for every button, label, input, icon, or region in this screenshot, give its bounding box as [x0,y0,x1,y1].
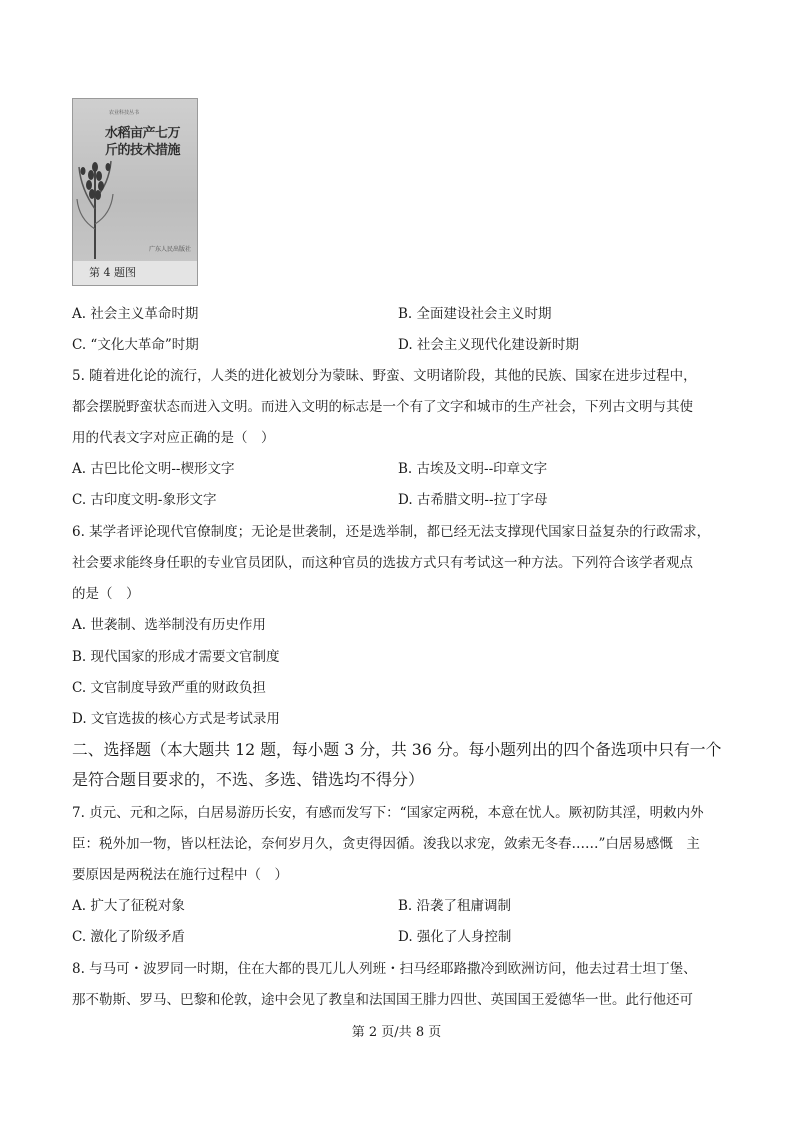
q6-option-d: D. 文官选拔的核心方式是考试录用 [72,711,280,727]
page-number-footer: 第 2 页/共 8 页 [351,1025,442,1040]
q4-option-b: B. 全面建设社会主义时期 [398,306,552,322]
q4-option-a: A. 社会主义革命时期 [72,306,199,322]
q5-stem-line-2: 都会摆脱野蛮状态而进入文明。而进入文明的标志是一个有了文字和城市的生产社会，下列古文明与其使 [72,399,693,415]
question-4-figure [72,98,198,286]
q8-stem-line-2: 那不勒斯、罗马、巴黎和伦敦，途中会见了教皇和法国国王腓力四世、英国国王爱德华一世。此行他还可 [72,992,693,1008]
q5-stem-line-1: 5. 随着进化论的流行，人类的进化被划分为蒙昧、野蛮、文明诸阶段，其他的民族、国家在进步过程中， [72,368,697,384]
q6-option-c: C. 文官制度导致严重的财政负担 [72,680,266,696]
q7-option-b: B. 沿袭了租庸调制 [398,898,512,914]
q7-stem-line-2: 臣：税外加一物，皆以枉法论，奈何岁月久，贪吏得因循。浚我以求宠，敛索无冬春……”白居易感慨 主 [72,836,700,852]
q7-option-d: D. 强化了人身控制 [398,929,512,945]
q5-stem-line-3: 用的代表文字对应正确的是（ ） [72,430,275,446]
q6-option-b: B. 现代国家的形成才需要文官制度 [72,649,280,665]
figure-series-text: 农业科技丛书 [109,110,140,116]
section-2-heading-line-2: 是符合题目要求的，不选、多选、错选均不得分） [72,770,425,789]
q7-stem-line-1: 7. 贞元、元和之际，白居易游历长安，有感而发写下：“国家定两税，本意在忧人。厥初防其淫，明敕内外 [72,805,704,821]
q5-option-c: C. 古印度文明-象形文字 [72,492,217,508]
q7-option-c: C. 激化了阶级矛盾 [72,929,185,945]
q8-stem-line-1: 8. 与马可・波罗同一时期，住在大都的畏兀儿人列班・扫马经耶路撒冷到欧洲访问，他去过君士坦丁堡、 [72,961,697,977]
rice-plant-illustration [75,149,115,259]
q6-stem-line-2: 社会要求能终身任职的专业官员团队，而这种官员的选拔方式只有考试这一种方法。下列符合该学者观点 [72,555,693,571]
q5-option-b: B. 古埃及文明--印章文字 [398,461,548,477]
q7-stem-line-3: 要原因是两税法在施行过程中（ ） [72,867,288,883]
q6-option-a: A. 世袭制、选举制没有历史作用 [72,617,266,633]
q4-option-d: D. 社会主义现代化建设新时期 [398,337,579,353]
q5-option-d: D. 古希腊文明--拉丁字母 [398,492,548,508]
figure-publisher: 广东人民出版社 [148,246,191,253]
q5-option-a: A. 古巴比伦文明--楔形文字 [72,461,235,477]
figure-book-title: 水稻亩产七万斤的技术措施 [105,126,181,158]
section-2-heading-line-1: 二、选择题（本大题共 12 题，每小题 3 分，共 36 分。每小题列出的四个备选项中只有一个 [72,740,722,759]
figure-caption: 第 4 题图 [73,261,197,285]
q6-stem-line-1: 6. 某学者评论现代官僚制度；无论是世袭制，还是选举制，都已经无法支撑现代国家日益复杂的行政需求， [72,524,711,540]
q6-stem-line-3: 的是（ ） [72,586,140,602]
q7-option-a: A. 扩大了征税对象 [72,898,185,914]
q4-option-c: C. “文化大革命”时期 [72,337,199,353]
